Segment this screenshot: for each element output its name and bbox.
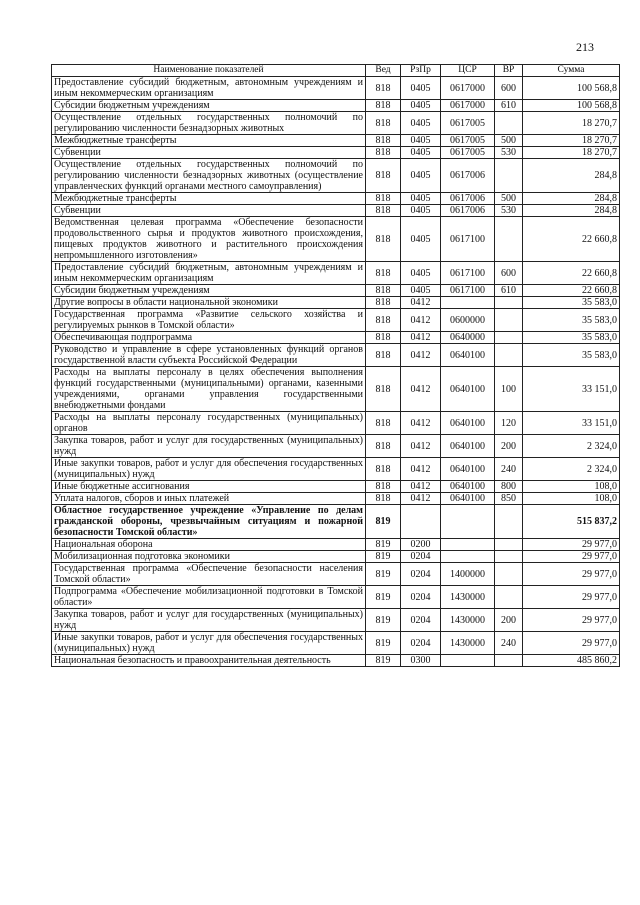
cell-csr: 0640100 [441,458,495,481]
cell-name: Субвенции [52,205,366,217]
cell-csr: 0640100 [441,344,495,367]
cell-sum: 100 568,8 [523,100,620,112]
table-row [52,147,620,159]
cell-csr: 0640100 [441,412,495,435]
cell-ved: 818 [366,309,401,332]
cell-ved: 818 [366,435,401,458]
cell-ved: 819 [366,655,401,667]
table-header-row [52,65,620,77]
cell-vr: 120 [495,412,523,435]
cell-ved: 818 [366,77,401,100]
table-row [52,344,620,367]
cell-name: Уплата налогов, сборов и иных платежей [52,493,366,505]
cell-vr [495,551,523,563]
cell-vr: 530 [495,205,523,217]
cell-rzpr: 0405 [401,147,441,159]
column-header-vr: ВР [495,65,523,77]
table-row [52,135,620,147]
table-row [52,159,620,193]
cell-rzpr: 0405 [401,159,441,193]
cell-vr: 240 [495,458,523,481]
table-row [52,217,620,262]
cell-name: Осуществление отдельных государственных полномочий по регулированию численности безнадзорных животных (осуществление управленческих функций органами местного самоуправления) [52,159,366,193]
cell-csr [441,655,495,667]
cell-sum: 22 660,8 [523,217,620,262]
cell-rzpr: 0204 [401,586,441,609]
cell-ved: 819 [366,609,401,632]
column-header-rzpr: РзПр [401,65,441,77]
cell-name: Закупка товаров, работ и услуг для государственных (муниципальных) нужд [52,435,366,458]
cell-rzpr [401,505,441,539]
cell-vr: 600 [495,77,523,100]
table-row [52,309,620,332]
table-row [52,77,620,100]
table-row [52,297,620,309]
cell-vr: 240 [495,632,523,655]
cell-csr: 0617006 [441,205,495,217]
cell-name: Ведомственная целевая программа «Обеспечение безопасности продовольственного сырья и продуктов животного происхождения, пищевых продуктов животного и растительного происхождения непромышленного изготовления» [52,217,366,262]
cell-sum: 485 860,2 [523,655,620,667]
cell-name: Национальная оборона [52,539,366,551]
cell-vr: 100 [495,367,523,412]
cell-name: Мобилизационная подготовка экономики [52,551,366,563]
cell-vr: 600 [495,262,523,285]
cell-rzpr: 0412 [401,493,441,505]
cell-name: Национальная безопасность и правоохранительная деятельность [52,655,366,667]
cell-ved: 818 [366,112,401,135]
cell-name: Субсидии бюджетным учреждениям [52,285,366,297]
cell-ved: 818 [366,217,401,262]
cell-rzpr: 0412 [401,309,441,332]
column-header-name: Наименование показателей [52,65,366,77]
cell-rzpr: 0412 [401,435,441,458]
column-header-csr: ЦСР [441,65,495,77]
table-row [52,551,620,563]
table-row [52,481,620,493]
table-row [52,193,620,205]
cell-vr: 610 [495,285,523,297]
cell-vr [495,217,523,262]
cell-csr: 0640100 [441,435,495,458]
cell-csr [441,505,495,539]
cell-rzpr: 0200 [401,539,441,551]
cell-name: Предоставление субсидий бюджетным, автономным учреждениям и иным некоммерческим организациям [52,262,366,285]
table-row [52,205,620,217]
cell-sum: 35 583,0 [523,297,620,309]
cell-vr [495,309,523,332]
cell-csr [441,551,495,563]
cell-csr: 0617000 [441,77,495,100]
cell-name: Субвенции [52,147,366,159]
cell-sum: 35 583,0 [523,332,620,344]
cell-sum: 29 977,0 [523,539,620,551]
cell-name: Расходы на выплаты персоналу государственных (муниципальных) органов [52,412,366,435]
cell-vr: 610 [495,100,523,112]
cell-csr: 0640100 [441,493,495,505]
cell-rzpr: 0405 [401,262,441,285]
cell-vr [495,563,523,586]
cell-csr: 0617005 [441,135,495,147]
table-row [52,563,620,586]
cell-ved: 819 [366,632,401,655]
cell-rzpr: 0405 [401,205,441,217]
cell-csr: 0600000 [441,309,495,332]
cell-vr [495,332,523,344]
cell-rzpr: 0412 [401,458,441,481]
cell-sum: 35 583,0 [523,344,620,367]
cell-vr [495,539,523,551]
cell-csr: 0617006 [441,193,495,205]
table-row [52,285,620,297]
cell-sum: 18 270,7 [523,147,620,159]
cell-ved: 818 [366,412,401,435]
cell-vr [495,505,523,539]
cell-sum: 22 660,8 [523,285,620,297]
table-row [52,505,620,539]
cell-vr [495,297,523,309]
cell-rzpr: 0405 [401,217,441,262]
cell-rzpr: 0204 [401,609,441,632]
cell-ved: 818 [366,458,401,481]
table-row [52,262,620,285]
cell-sum: 2 324,0 [523,458,620,481]
cell-sum: 33 151,0 [523,367,620,412]
cell-rzpr: 0405 [401,77,441,100]
cell-csr [441,297,495,309]
cell-csr: 0617005 [441,147,495,159]
table-row [52,412,620,435]
cell-ved: 818 [366,493,401,505]
cell-vr: 500 [495,135,523,147]
cell-name: Межбюджетные трансферты [52,135,366,147]
cell-csr: 1400000 [441,563,495,586]
column-header-sum: Сумма [523,65,620,77]
cell-name: Иные закупки товаров, работ и услуг для обеспечения государственных (муниципальных) нужд [52,632,366,655]
table-row [52,493,620,505]
cell-ved: 818 [366,100,401,112]
column-header-ved: Вед [366,65,401,77]
budget-table [51,64,620,667]
cell-vr [495,159,523,193]
cell-name: Областное государственное учреждение «Управление по делам гражданской обороны, чрезвычайным ситуациям и пожарной безопасности Томской области» [52,505,366,539]
cell-sum: 18 270,7 [523,112,620,135]
table-row [52,458,620,481]
cell-csr: 0617100 [441,217,495,262]
cell-ved: 819 [366,563,401,586]
cell-sum: 515 837,2 [523,505,620,539]
cell-csr [441,539,495,551]
cell-rzpr: 0412 [401,412,441,435]
cell-csr: 1430000 [441,609,495,632]
cell-rzpr: 0412 [401,367,441,412]
cell-rzpr: 0405 [401,193,441,205]
cell-rzpr: 0405 [401,285,441,297]
cell-rzpr: 0300 [401,655,441,667]
cell-name: Подпрограмма «Обеспечение мобилизационной подготовки в Томской области» [52,586,366,609]
table-row [52,435,620,458]
cell-csr: 0617006 [441,159,495,193]
cell-name: Другие вопросы в области национальной экономики [52,297,366,309]
cell-rzpr: 0412 [401,297,441,309]
cell-ved: 818 [366,193,401,205]
cell-vr [495,344,523,367]
cell-vr: 200 [495,609,523,632]
cell-sum: 2 324,0 [523,435,620,458]
cell-ved: 819 [366,586,401,609]
cell-ved: 819 [366,539,401,551]
cell-sum: 35 583,0 [523,309,620,332]
cell-vr: 500 [495,193,523,205]
cell-ved: 818 [366,344,401,367]
table-row [52,655,620,667]
table-row [52,632,620,655]
cell-ved: 818 [366,262,401,285]
cell-name: Государственная программа «Развитие сельского хозяйства и регулируемых рынков в Томской области» [52,309,366,332]
cell-ved: 819 [366,551,401,563]
cell-ved: 818 [366,147,401,159]
cell-vr: 800 [495,481,523,493]
cell-sum: 108,0 [523,493,620,505]
cell-csr: 0640100 [441,367,495,412]
cell-csr: 0617100 [441,285,495,297]
cell-rzpr: 0405 [401,135,441,147]
cell-vr [495,586,523,609]
table-row [52,367,620,412]
cell-rzpr: 0412 [401,344,441,367]
table-row [52,609,620,632]
cell-ved: 818 [366,205,401,217]
cell-rzpr: 0405 [401,112,441,135]
cell-rzpr: 0412 [401,332,441,344]
cell-ved: 818 [366,481,401,493]
cell-sum: 33 151,0 [523,412,620,435]
cell-name: Государственная программа «Обеспечение безопасности населения Томской области» [52,563,366,586]
cell-csr: 0640000 [441,332,495,344]
cell-sum: 108,0 [523,481,620,493]
cell-sum: 29 977,0 [523,609,620,632]
cell-ved: 818 [366,297,401,309]
cell-sum: 284,8 [523,205,620,217]
cell-sum: 29 977,0 [523,632,620,655]
cell-vr: 200 [495,435,523,458]
cell-ved: 819 [366,505,401,539]
cell-sum: 29 977,0 [523,551,620,563]
cell-name: Руководство и управление в сфере установленных функций органов государственной власти субъекта Российской Федерации [52,344,366,367]
cell-sum: 18 270,7 [523,135,620,147]
cell-sum: 100 568,8 [523,77,620,100]
cell-vr [495,112,523,135]
cell-sum: 29 977,0 [523,563,620,586]
cell-ved: 818 [366,367,401,412]
cell-name: Осуществление отдельных государственных полномочий по регулированию численности безнадзорных животных [52,112,366,135]
cell-rzpr: 0405 [401,100,441,112]
cell-name: Расходы на выплаты персоналу в целях обеспечения выполнения функций государственными (муниципальными) органами, казенными учреждениями, органами управления государственными внебюджетными фондами [52,367,366,412]
table-row [52,100,620,112]
cell-rzpr: 0412 [401,481,441,493]
table-row [52,539,620,551]
cell-csr: 1430000 [441,632,495,655]
cell-csr: 0617000 [441,100,495,112]
cell-ved: 818 [366,285,401,297]
cell-sum: 22 660,8 [523,262,620,285]
cell-csr: 1430000 [441,586,495,609]
cell-name: Обеспечивающая подпрограмма [52,332,366,344]
cell-name: Закупка товаров, работ и услуг для государственных (муниципальных) нужд [52,609,366,632]
cell-vr: 530 [495,147,523,159]
cell-csr: 0617100 [441,262,495,285]
cell-ved: 818 [366,159,401,193]
cell-rzpr: 0204 [401,632,441,655]
table-row [52,332,620,344]
cell-name: Межбюджетные трансферты [52,193,366,205]
cell-name: Субсидии бюджетным учреждениям [52,100,366,112]
cell-sum: 29 977,0 [523,586,620,609]
cell-vr: 850 [495,493,523,505]
cell-rzpr: 0204 [401,563,441,586]
table-row [52,586,620,609]
cell-ved: 818 [366,332,401,344]
page-number: 213 [576,40,594,54]
cell-sum: 284,8 [523,159,620,193]
cell-vr [495,655,523,667]
cell-sum: 284,8 [523,193,620,205]
cell-rzpr: 0204 [401,551,441,563]
cell-ved: 818 [366,135,401,147]
cell-name: Иные закупки товаров, работ и услуг для обеспечения государственных (муниципальных) нужд [52,458,366,481]
cell-csr: 0640100 [441,481,495,493]
cell-name: Предоставление субсидий бюджетным, автономным учреждениям и иным некоммерческим организациям [52,77,366,100]
table-row [52,112,620,135]
cell-csr: 0617005 [441,112,495,135]
cell-name: Иные бюджетные ассигнования [52,481,366,493]
